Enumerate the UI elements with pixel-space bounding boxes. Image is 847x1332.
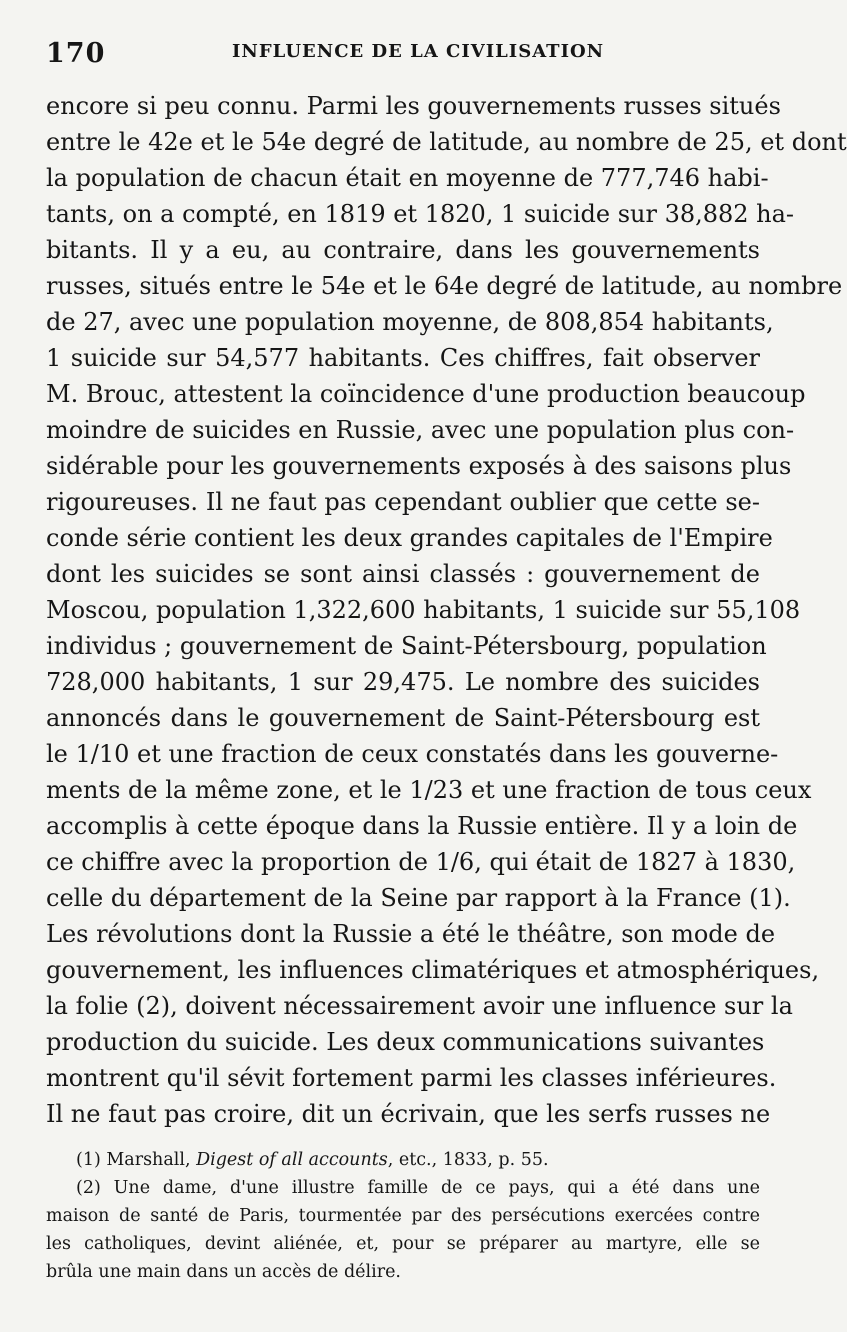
footnote-1 [46, 1146, 760, 1174]
text-line: Moscou, population 1,322,600 habitants, 1 suicide sur 55,108 [46, 596, 801, 624]
text-line: rigoureuses. Il ne faut pas cependant oublier que cette se- [46, 488, 760, 516]
text-line: ce chiffre avec la proportion de 1/6, qui était de 1827 à 1830, [46, 848, 796, 876]
text-line: tants, on a compté, en 1819 et 1820, 1 suicide sur 38,882 ha- [46, 200, 795, 228]
text-line: 1 suicide sur 54,577 habitants. Ces chiffres, fait observer [46, 344, 760, 372]
footnote-1-text: (1) Marshall, [76, 1150, 197, 1170]
text-line: Les révolutions dont la Russie a été le théâtre, son mode de [46, 920, 776, 948]
text-line: Il ne faut pas croire, dit un écrivain, que les serfs russes ne [46, 1100, 771, 1128]
footnote-2-line: maison de santé de Paris, tourmentée par des persécutions exercées contre [46, 1206, 760, 1226]
text-line: encore si peu connu. Parmi les gouvernements russes situés [46, 92, 781, 120]
text-line: M. Brouc, attestent la coïncidence d'une production beaucoup [46, 380, 806, 408]
page-header [46, 36, 760, 76]
text-line: la folie (2), doivent nécessairement avoir une influence sur la [46, 992, 793, 1020]
text-line: sidérable pour les gouvernements exposés à des saisons plus [46, 452, 792, 480]
footnotes [46, 1146, 760, 1286]
footnote-1-ref: , etc., 1833, p. 55. [387, 1150, 549, 1170]
text-line: celle du département de la Seine par rapport à la France (1). [46, 884, 791, 912]
running-title: INFLUENCE DE LA CIVILISATION [232, 41, 605, 62]
text-line: 728,000 habitants, 1 sur 29,475. Le nombre des suicides [46, 668, 760, 696]
footnote-2-line: (2) Une dame, d'une illustre famille de ce pays, qui a été dans une [76, 1178, 760, 1198]
footnote-1-title: Digest of all accounts [196, 1150, 388, 1170]
text-line: conde série contient les deux grandes capitales de l'Empire [46, 524, 773, 552]
text-line: la population de chacun était en moyenne de 777,746 habi- [46, 164, 769, 192]
text-line: accomplis à cette époque dans la Russie entière. Il y a loin de [46, 812, 798, 840]
text-line: le 1/10 et une fraction de ceux constatés dans les gouverne- [46, 740, 779, 768]
text-line: annoncés dans le gouvernement de Saint-Pétersbourg est [46, 704, 760, 732]
text-line: montrent qu'il sévit fortement parmi les classes inférieures. [46, 1064, 777, 1092]
text-line: production du suicide. Les deux communications suivantes [46, 1028, 765, 1056]
text-line: gouvernement, les influences climatériques et atmosphériques, [46, 956, 820, 984]
body-text [46, 88, 847, 1132]
text-line: dont les suicides se sont ainsi classés : gouvernement de [46, 560, 760, 588]
text-line: individus ; gouvernement de Saint-Pétersbourg, population [46, 632, 767, 660]
text-line: de 27, avec une population moyenne, de 808,854 habitants, [46, 308, 774, 336]
text-line: bitants. Il y a eu, au contraire, dans les gouvernements [46, 236, 760, 264]
footnote-2-line: brûla une main dans un accès de délire. [46, 1262, 401, 1282]
text-line: entre le 42e et le 54e degré de latitude, au nombre de 25, et dont [46, 128, 847, 156]
text-line: ments de la même zone, et le 1/23 et une fraction de tous ceux [46, 776, 812, 804]
text-line: russes, situés entre le 54e et le 64e degré de latitude, au nombre [46, 272, 843, 300]
text-line: moindre de suicides en Russie, avec une population plus con- [46, 416, 795, 444]
footnote-2-line: les catholiques, devint aliénée, et, pour se préparer au martyre, elle se [46, 1234, 760, 1254]
page-number: 170 [46, 38, 106, 69]
